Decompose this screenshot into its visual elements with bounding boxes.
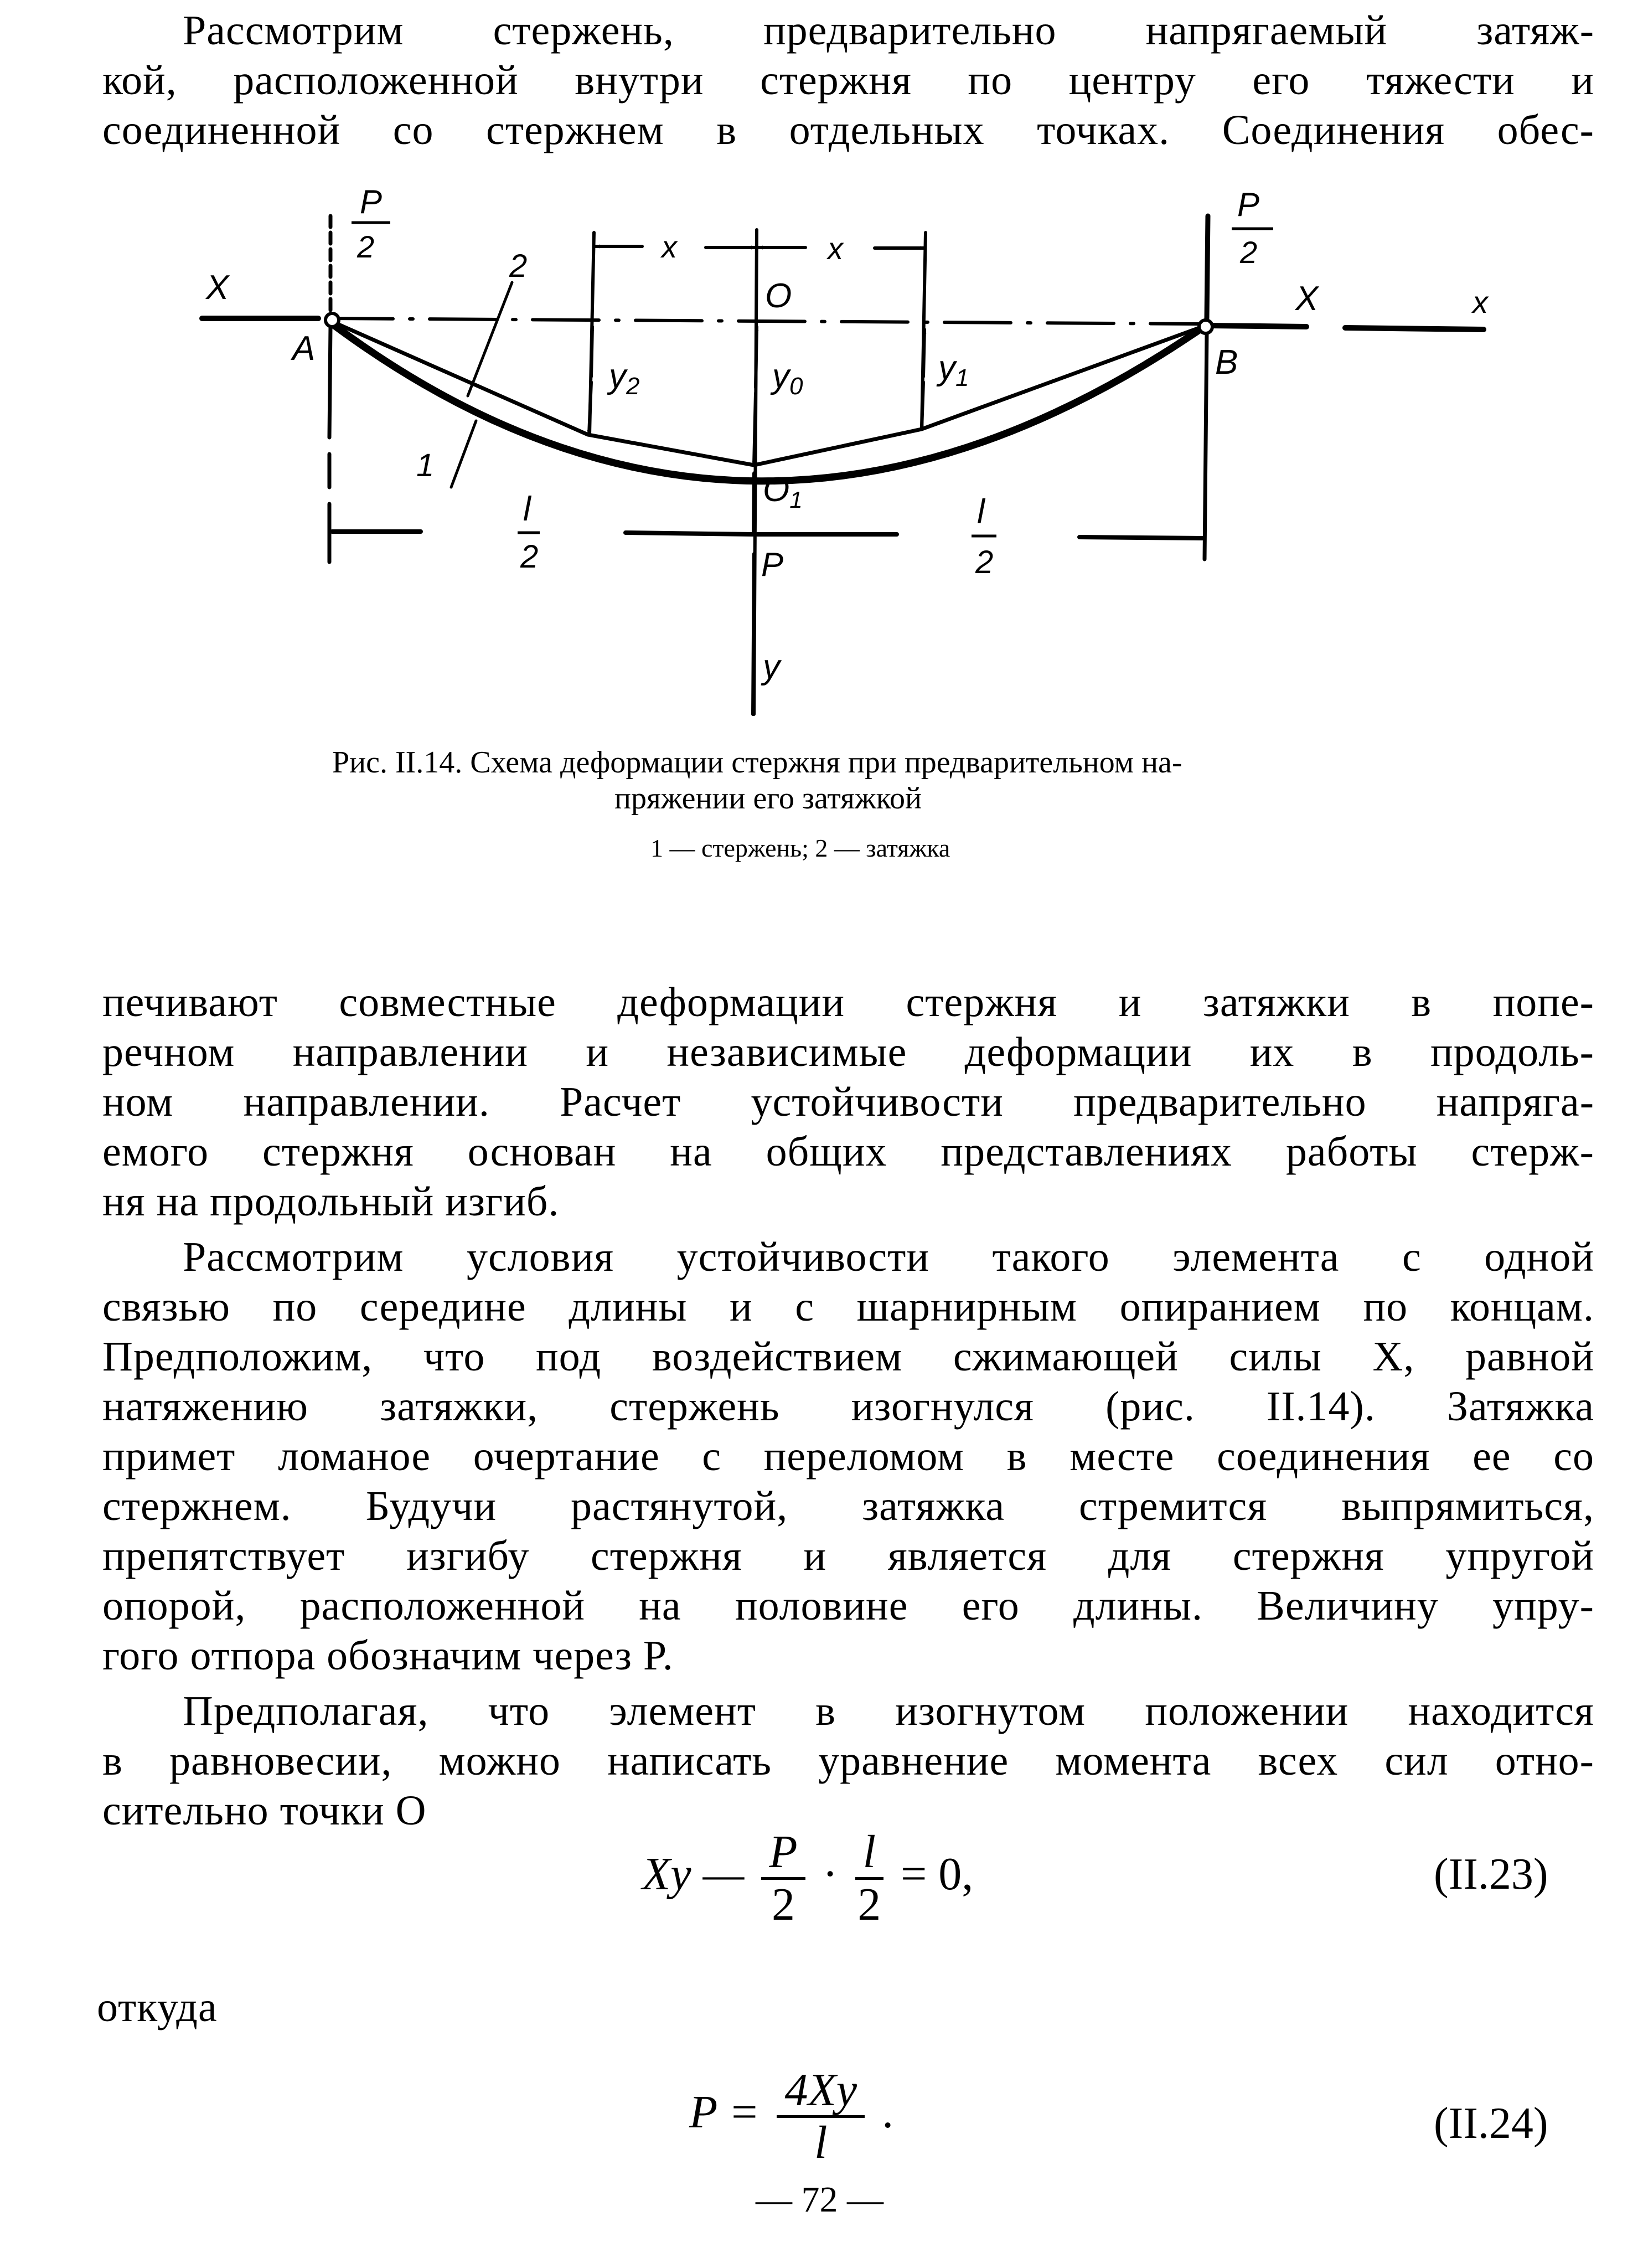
text-line: опорой, расположенной на половине его длины. Величину упру-	[102, 1583, 1594, 1629]
label-y2: y2	[609, 357, 640, 400]
text-line: ня на продольный изгиб.	[102, 1178, 560, 1225]
y-axis-arrow	[753, 554, 754, 714]
text-line: Рассмотрим условия устойчивости такого элемента с одной	[183, 1234, 1594, 1280]
label-dim-x-right: x	[828, 231, 843, 266]
text-line: печивают совместные деформации стержня и затяжки в попе-	[102, 979, 1594, 1025]
figure-deformation-diagram	[0, 0, 1643, 736]
x-axis-arrow	[1345, 328, 1484, 329]
y2-arrow-up	[591, 327, 592, 377]
label-y0: y0	[772, 357, 803, 400]
text-line: Предположим, что под воздействием сжимающей силы X, равной	[102, 1333, 1594, 1380]
eq1-frac2-den: 2	[857, 1879, 881, 1930]
eq2-frac-num: 4Xy	[777, 2065, 865, 2118]
eq1-rhs: = 0,	[900, 1848, 974, 1900]
equation-number-II-24: (II.24)	[1434, 2099, 1548, 2148]
label-l-left-den: 2	[520, 539, 539, 575]
label-B: B	[1215, 343, 1238, 382]
label-l-right-den: 2	[975, 544, 994, 580]
text-line: стержнем. Будучи растянутой, затяжка стремится выпрямиться,	[102, 1483, 1594, 1529]
y2-arrow-down	[589, 382, 591, 435]
text-line: кой, расположенной внутри стержня по центру его тяжести и	[102, 57, 1594, 104]
label-A: A	[292, 329, 316, 368]
dim-l-right-arrow-r	[1079, 537, 1202, 538]
eq2-frac-den: l	[814, 2117, 828, 2168]
callout-1-leader	[451, 421, 476, 487]
figure-caption-line2: пряжении его затяжкой	[614, 781, 922, 816]
text-line: речном направлении и независимые деформации их в продоль-	[102, 1029, 1594, 1075]
centre-axis	[327, 318, 1198, 324]
equation-number-II-23: (II.23)	[1434, 1850, 1548, 1899]
hinge-B	[1199, 320, 1212, 333]
label-P-center: P	[761, 546, 784, 583]
label-dim-x-left: x	[662, 229, 677, 264]
page-number: — 72 —	[756, 2179, 884, 2220]
label-X-right: X	[1295, 280, 1319, 318]
figure-caption-line1: Рис. II.14. Схема деформации стержня при предварительном на-	[332, 745, 1182, 780]
text-line: натяжению затяжки, стержень изогнулся (рис. II.14). Затяжка	[102, 1383, 1594, 1430]
eq1-frac2	[855, 1827, 884, 1930]
callout-1: 1	[416, 447, 435, 483]
label-l-right-num: l	[977, 493, 985, 531]
label-x-axis: x	[1472, 285, 1488, 319]
text-line: ном направлении. Расчет устойчивости предварительно напряга-	[102, 1079, 1594, 1125]
y0-arrow-up	[756, 327, 757, 388]
eq2-frac	[777, 2065, 865, 2168]
y0-arrow-down	[754, 393, 756, 465]
callout-2-leader	[468, 282, 512, 396]
force-P-half-right-arrow	[1207, 216, 1208, 318]
label-X-left: X	[206, 269, 229, 307]
eq1-dot: ·	[822, 1848, 838, 1900]
label-P-right-num: P	[1237, 186, 1260, 223]
eq2-tail: .	[882, 2086, 894, 2138]
text-line: в равновесии, можно написать уравнение момента всех сил отно-	[102, 1738, 1594, 1784]
text-line: Рассмотрим стержень, предварительно напрягаемый затяж-	[183, 7, 1594, 54]
text-line: примет ломаное очертание с переломом в месте соединения ее со	[102, 1433, 1594, 1480]
text-line: емого стержня основан на общих представлениях работы стерж-	[102, 1128, 1594, 1175]
label-l-left-num: l	[523, 490, 531, 528]
eq1-frac2-num: l	[855, 1827, 884, 1880]
eq1-frac1	[761, 1827, 805, 1930]
text-line: Предполагая, что элемент в изогнутом положении находится	[183, 1688, 1594, 1734]
equation-II-24	[689, 2065, 893, 2168]
eq1-frac1-den: 2	[771, 1879, 795, 1930]
label-O1: O1	[763, 471, 803, 513]
label-y1: y1	[938, 349, 969, 391]
eq1-frac1-num: P	[761, 1827, 805, 1880]
force-P-center-arrow	[754, 473, 755, 532]
force-X-right-arrow	[1210, 326, 1306, 327]
label-P-right-den: 2	[1240, 235, 1258, 270]
label-y-axis: y	[763, 648, 780, 686]
text-line: гого отпора обозначим через P.	[102, 1632, 674, 1679]
label-P-left-num: P	[360, 183, 383, 220]
text-line: связью по середине длины и с шарнирным опиранием по концам.	[102, 1284, 1594, 1330]
figure-legend: 1 — стержень; 2 — затяжка	[650, 834, 950, 862]
y1-arrow-down	[922, 382, 923, 429]
dim-l-left-arrow-r	[626, 533, 753, 534]
eq1-lhs: Xy —	[642, 1848, 745, 1900]
label-P-left-den: 2	[357, 229, 375, 264]
hinge-A	[326, 313, 339, 327]
callout-2: 2	[509, 248, 528, 284]
text-line: препятствует изгибу стержня и является для стержня упругой	[102, 1533, 1594, 1579]
text-otkuda: откуда	[97, 1984, 218, 2030]
support-line-left	[329, 327, 330, 437]
text-line: соединенной со стержнем в отдельных точках. Соединения обес-	[102, 107, 1594, 153]
tie-polyline	[335, 323, 1202, 465]
text-line: сительно точки O	[102, 1787, 427, 1834]
label-O: O	[765, 277, 792, 315]
equation-II-23	[642, 1827, 973, 1930]
eq2-lhs: P =	[689, 2086, 760, 2138]
y1-arrow-up	[923, 329, 924, 377]
support-line-right	[1205, 332, 1207, 559]
